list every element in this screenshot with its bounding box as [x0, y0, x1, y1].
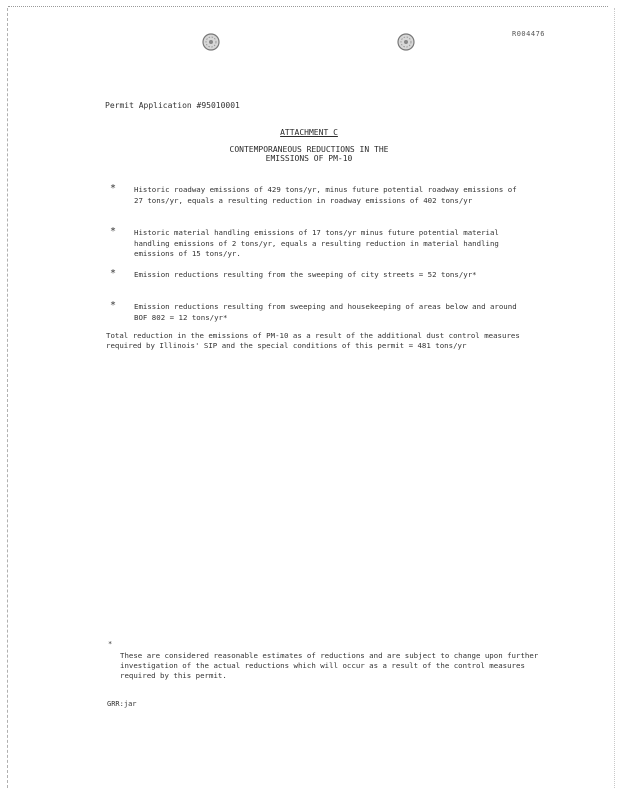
permit-application-line: Permit Application #95010001: [105, 101, 240, 110]
reduction-item-street-sweeping: Emission reductions resulting from the sweeping of city streets = 52 tons/yr*: [134, 270, 477, 279]
footnote-text: These are considered reasonable estimates of reductions and are subject to change upon further investigation of the actual reductions which will occur as a result of the control measures required by this permit.: [120, 651, 539, 680]
reduction-item-material-handling: Historic material handling emissions of 17 tons/yr minus future potential material handling emissions of 2 tons/yr, equals a resulting reduction in material handling emissions of 15 tons/yr.: [134, 228, 499, 258]
bullet-marker: *: [110, 268, 117, 279]
scan-edge-top: [8, 6, 608, 7]
bullet-marker: *: [110, 300, 117, 311]
document-id: R004476: [512, 30, 546, 38]
scan-edge-right: [614, 8, 615, 788]
attachment-title: ATTACHMENT C: [280, 128, 338, 137]
footnote-marker: *: [108, 640, 113, 648]
subtitle-line: EMISSIONS OF PM-10: [265, 154, 353, 163]
bullet-marker: *: [110, 226, 117, 237]
bullet-marker: *: [110, 183, 117, 194]
author-initials: GRR:jar: [107, 700, 137, 708]
punch-hole-icon: [201, 32, 221, 52]
reduction-item-roadway: Historic roadway emissions of 429 tons/yr, minus future potential roadway emissions of 27 tons/yr, equals a resulting reduction in roadway emissions of 402 tons/yr: [134, 185, 517, 205]
subtitle-line: CONTEMPORANEOUS REDUCTIONS IN THE: [229, 145, 389, 154]
punch-hole-icon: [396, 32, 416, 52]
total-reduction-paragraph: Total reduction in the emissions of PM-10 as a result of the additional dust control measures required by Illinois' SIP and the special conditions of this permit = 481 tons/yr: [106, 331, 520, 350]
attachment-heading: [0, 128, 618, 137]
reduction-item-bof-housekeeping: Emission reductions resulting from sweeping and housekeeping of areas below and around BOF 802 = 12 tons/yr*: [134, 302, 517, 322]
scan-edge-left: [7, 8, 8, 788]
